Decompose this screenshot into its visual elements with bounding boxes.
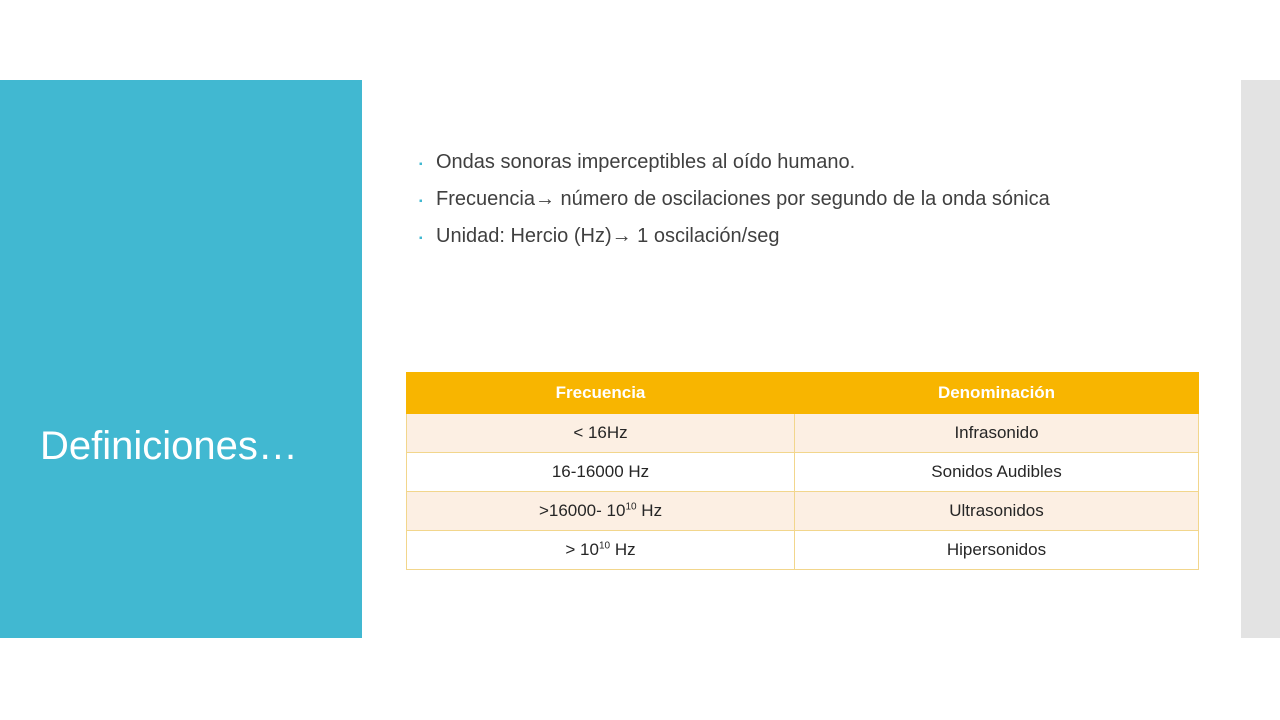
bullet-item — [416, 224, 1076, 249]
table-header-row — [407, 373, 1199, 414]
table-row — [407, 531, 1199, 570]
table-row — [407, 492, 1199, 531]
table-row — [407, 453, 1199, 492]
bullet-item — [416, 150, 1076, 175]
title-panel — [0, 80, 362, 638]
cell-name: Infrasonido — [795, 414, 1199, 453]
cell-frequency — [407, 492, 795, 531]
bullet-item — [416, 187, 1076, 212]
right-decor-bar — [1241, 80, 1280, 638]
freq-base: > 10 — [565, 540, 599, 559]
freq-exponent: 10 — [625, 501, 637, 513]
bullet-square-icon: ▪ — [419, 233, 423, 244]
freq-exponent: 10 — [598, 540, 611, 552]
bullet-square-icon: ▪ — [419, 196, 423, 207]
freq-unit: Hz — [610, 540, 636, 559]
cell-name: Ultrasonidos — [795, 492, 1199, 531]
bullet-prefix: Frecuencia — [436, 188, 535, 210]
header-frecuencia: Frecuencia — [407, 373, 795, 414]
freq-base: >16000- 10 — [538, 501, 626, 520]
frequency-table — [406, 372, 1199, 570]
arrow-right-icon: → — [534, 188, 555, 210]
cell-frequency: < 16Hz — [407, 414, 795, 453]
table-row — [407, 414, 1199, 453]
cell-name: Hipersonidos — [795, 531, 1199, 570]
bullet-text: Ondas sonoras imperceptibles al oído humano. — [436, 151, 856, 173]
bullet-square-icon: ▪ — [419, 159, 423, 170]
arrow-right-icon: → — [611, 225, 632, 247]
cell-name: Sonidos Audibles — [795, 453, 1199, 492]
cell-frequency: 16-16000 Hz — [407, 453, 795, 492]
bullet-list — [416, 150, 1076, 261]
freq-unit: Hz — [636, 501, 663, 520]
header-denominacion: Denominación — [795, 373, 1199, 414]
bullet-rest: número de oscilaciones por segundo de la onda sónica — [554, 188, 1050, 210]
cell-frequency — [407, 531, 795, 570]
bullet-prefix: Unidad: Hercio (Hz) — [436, 225, 612, 247]
bullet-rest: 1 oscilación/seg — [631, 225, 780, 247]
slide-title: Definiciones… — [40, 424, 298, 468]
